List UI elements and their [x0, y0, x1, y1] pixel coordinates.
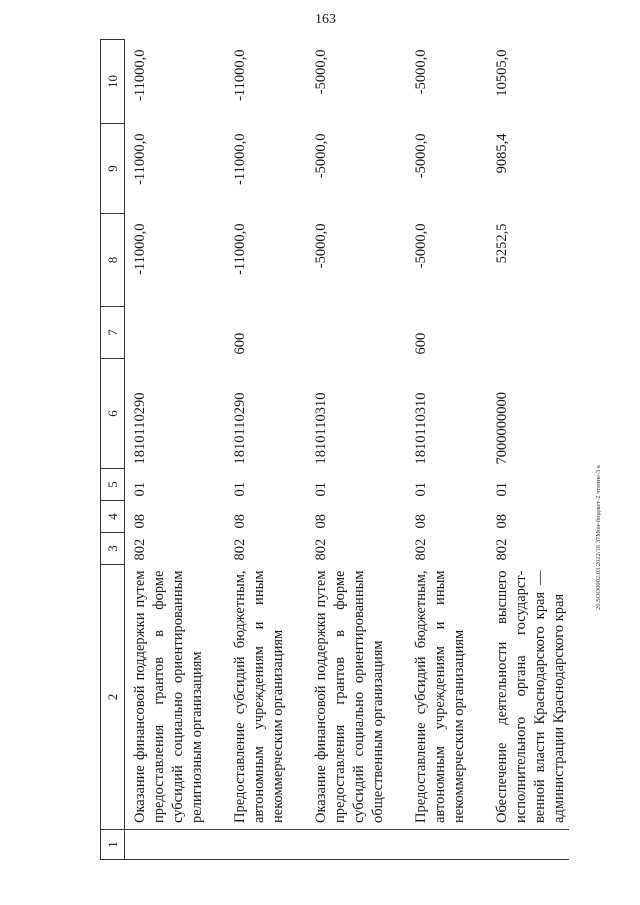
column-header: 4 — [101, 501, 125, 533]
code-cell: 1810110290 — [232, 392, 248, 465]
amount-cell: -5000,0 — [413, 223, 429, 269]
code-cell — [306, 307, 388, 359]
row-description: Оказание финансовой поддержки путем предоставления грантов в форме субсидий социально ориентированным религиозным организациям — [132, 570, 205, 823]
table-row — [125, 40, 208, 860]
table-row — [487, 40, 569, 860]
table-header-row — [101, 40, 125, 860]
row-description: Предоставление субсидий бюджетным, автономным учреждениям и иным некоммерческим организациям — [232, 570, 286, 823]
code-cell: 1810110310 — [413, 392, 429, 465]
rotated-table-container — [100, 40, 567, 860]
code-cell: 1810110310 — [313, 392, 329, 465]
code-cell — [487, 307, 569, 359]
code-cell: 08 — [413, 514, 429, 529]
code-cell: 01 — [494, 482, 510, 497]
amount-cell: -5000,0 — [413, 133, 429, 179]
column-header: 7 — [101, 307, 125, 359]
code-cell: 1810110290 — [132, 392, 148, 465]
code-cell: 08 — [494, 514, 510, 529]
code-cell: 08 — [132, 514, 148, 529]
row-index-cell — [487, 830, 569, 860]
code-cell — [125, 307, 208, 359]
amount-cell: -11000,0 — [132, 133, 148, 185]
row-index-cell — [225, 830, 288, 860]
column-header: 2 — [101, 565, 125, 830]
amount-cell: -11000,0 — [232, 223, 248, 275]
budget-table — [100, 39, 569, 860]
document-footer-code: 20.SOO0002.03 2022/16 37Мон-бюджет-2 чтение-3 к — [595, 464, 602, 610]
code-cell: 802 — [132, 538, 148, 561]
amount-cell: 10505,0 — [494, 49, 510, 97]
row-spacer — [469, 40, 487, 860]
code-cell: 802 — [494, 538, 510, 561]
amount-cell: 5252,5 — [494, 223, 510, 264]
code-cell: 08 — [232, 514, 248, 529]
row-spacer-cell — [388, 830, 406, 860]
table-row — [406, 40, 469, 860]
row-description: Оказание финансовой поддержки путем предоставления грантов в форме субсидий социально ориентированным общественным организациям — [313, 570, 386, 823]
row-spacer-cell — [469, 830, 487, 860]
code-cell: 802 — [232, 538, 248, 561]
column-header: 1 — [101, 830, 125, 860]
amount-cell: -11000,0 — [132, 49, 148, 101]
table-row — [225, 40, 288, 860]
amount-cell: -5000,0 — [313, 133, 329, 179]
amount-cell: -5000,0 — [413, 49, 429, 95]
code-cell: 600 — [232, 332, 248, 355]
row-spacer — [288, 40, 306, 860]
code-cell: 802 — [413, 538, 429, 561]
row-index-cell — [125, 830, 208, 860]
row-index-cell — [306, 830, 388, 860]
column-header: 9 — [101, 124, 125, 214]
code-cell: 01 — [232, 482, 248, 497]
amount-cell: -11000,0 — [232, 49, 248, 101]
column-header: 10 — [101, 40, 125, 124]
row-spacer-cell — [207, 830, 225, 860]
code-cell: 600 — [413, 332, 429, 355]
amount-cell: -11000,0 — [232, 133, 248, 185]
amount-cell: 9085,4 — [494, 133, 510, 174]
row-spacer — [388, 40, 406, 860]
column-header: 8 — [101, 214, 125, 307]
row-spacer-cell — [207, 40, 225, 830]
row-spacer-cell — [288, 40, 306, 830]
column-header: 3 — [101, 533, 125, 565]
code-cell: 802 — [313, 538, 329, 561]
row-description: Обеспечение деятельности высшего исполнительного органа государственной власти Краснодарского края — администрации Краснодарского края — [494, 570, 567, 823]
row-spacer-cell — [388, 40, 406, 830]
amount-cell: -5000,0 — [313, 223, 329, 269]
code-cell: 01 — [413, 482, 429, 497]
page-number: 163 — [315, 12, 336, 27]
table-body — [101, 40, 570, 860]
code-cell: 01 — [132, 482, 148, 497]
row-spacer-cell — [288, 830, 306, 860]
amount-cell: -11000,0 — [132, 223, 148, 275]
column-header: 6 — [101, 359, 125, 469]
row-spacer-cell — [469, 40, 487, 830]
table-row — [306, 40, 388, 860]
code-cell: 7000000000 — [494, 392, 510, 465]
amount-cell: -5000,0 — [313, 49, 329, 95]
code-cell: 01 — [313, 482, 329, 497]
row-spacer — [207, 40, 225, 860]
column-header: 5 — [101, 469, 125, 501]
code-cell: 08 — [313, 514, 329, 529]
row-index-cell — [406, 830, 469, 860]
row-description: Предоставление субсидий бюджетным, автономным учреждениям и иным некоммерческим организациям — [413, 570, 467, 823]
